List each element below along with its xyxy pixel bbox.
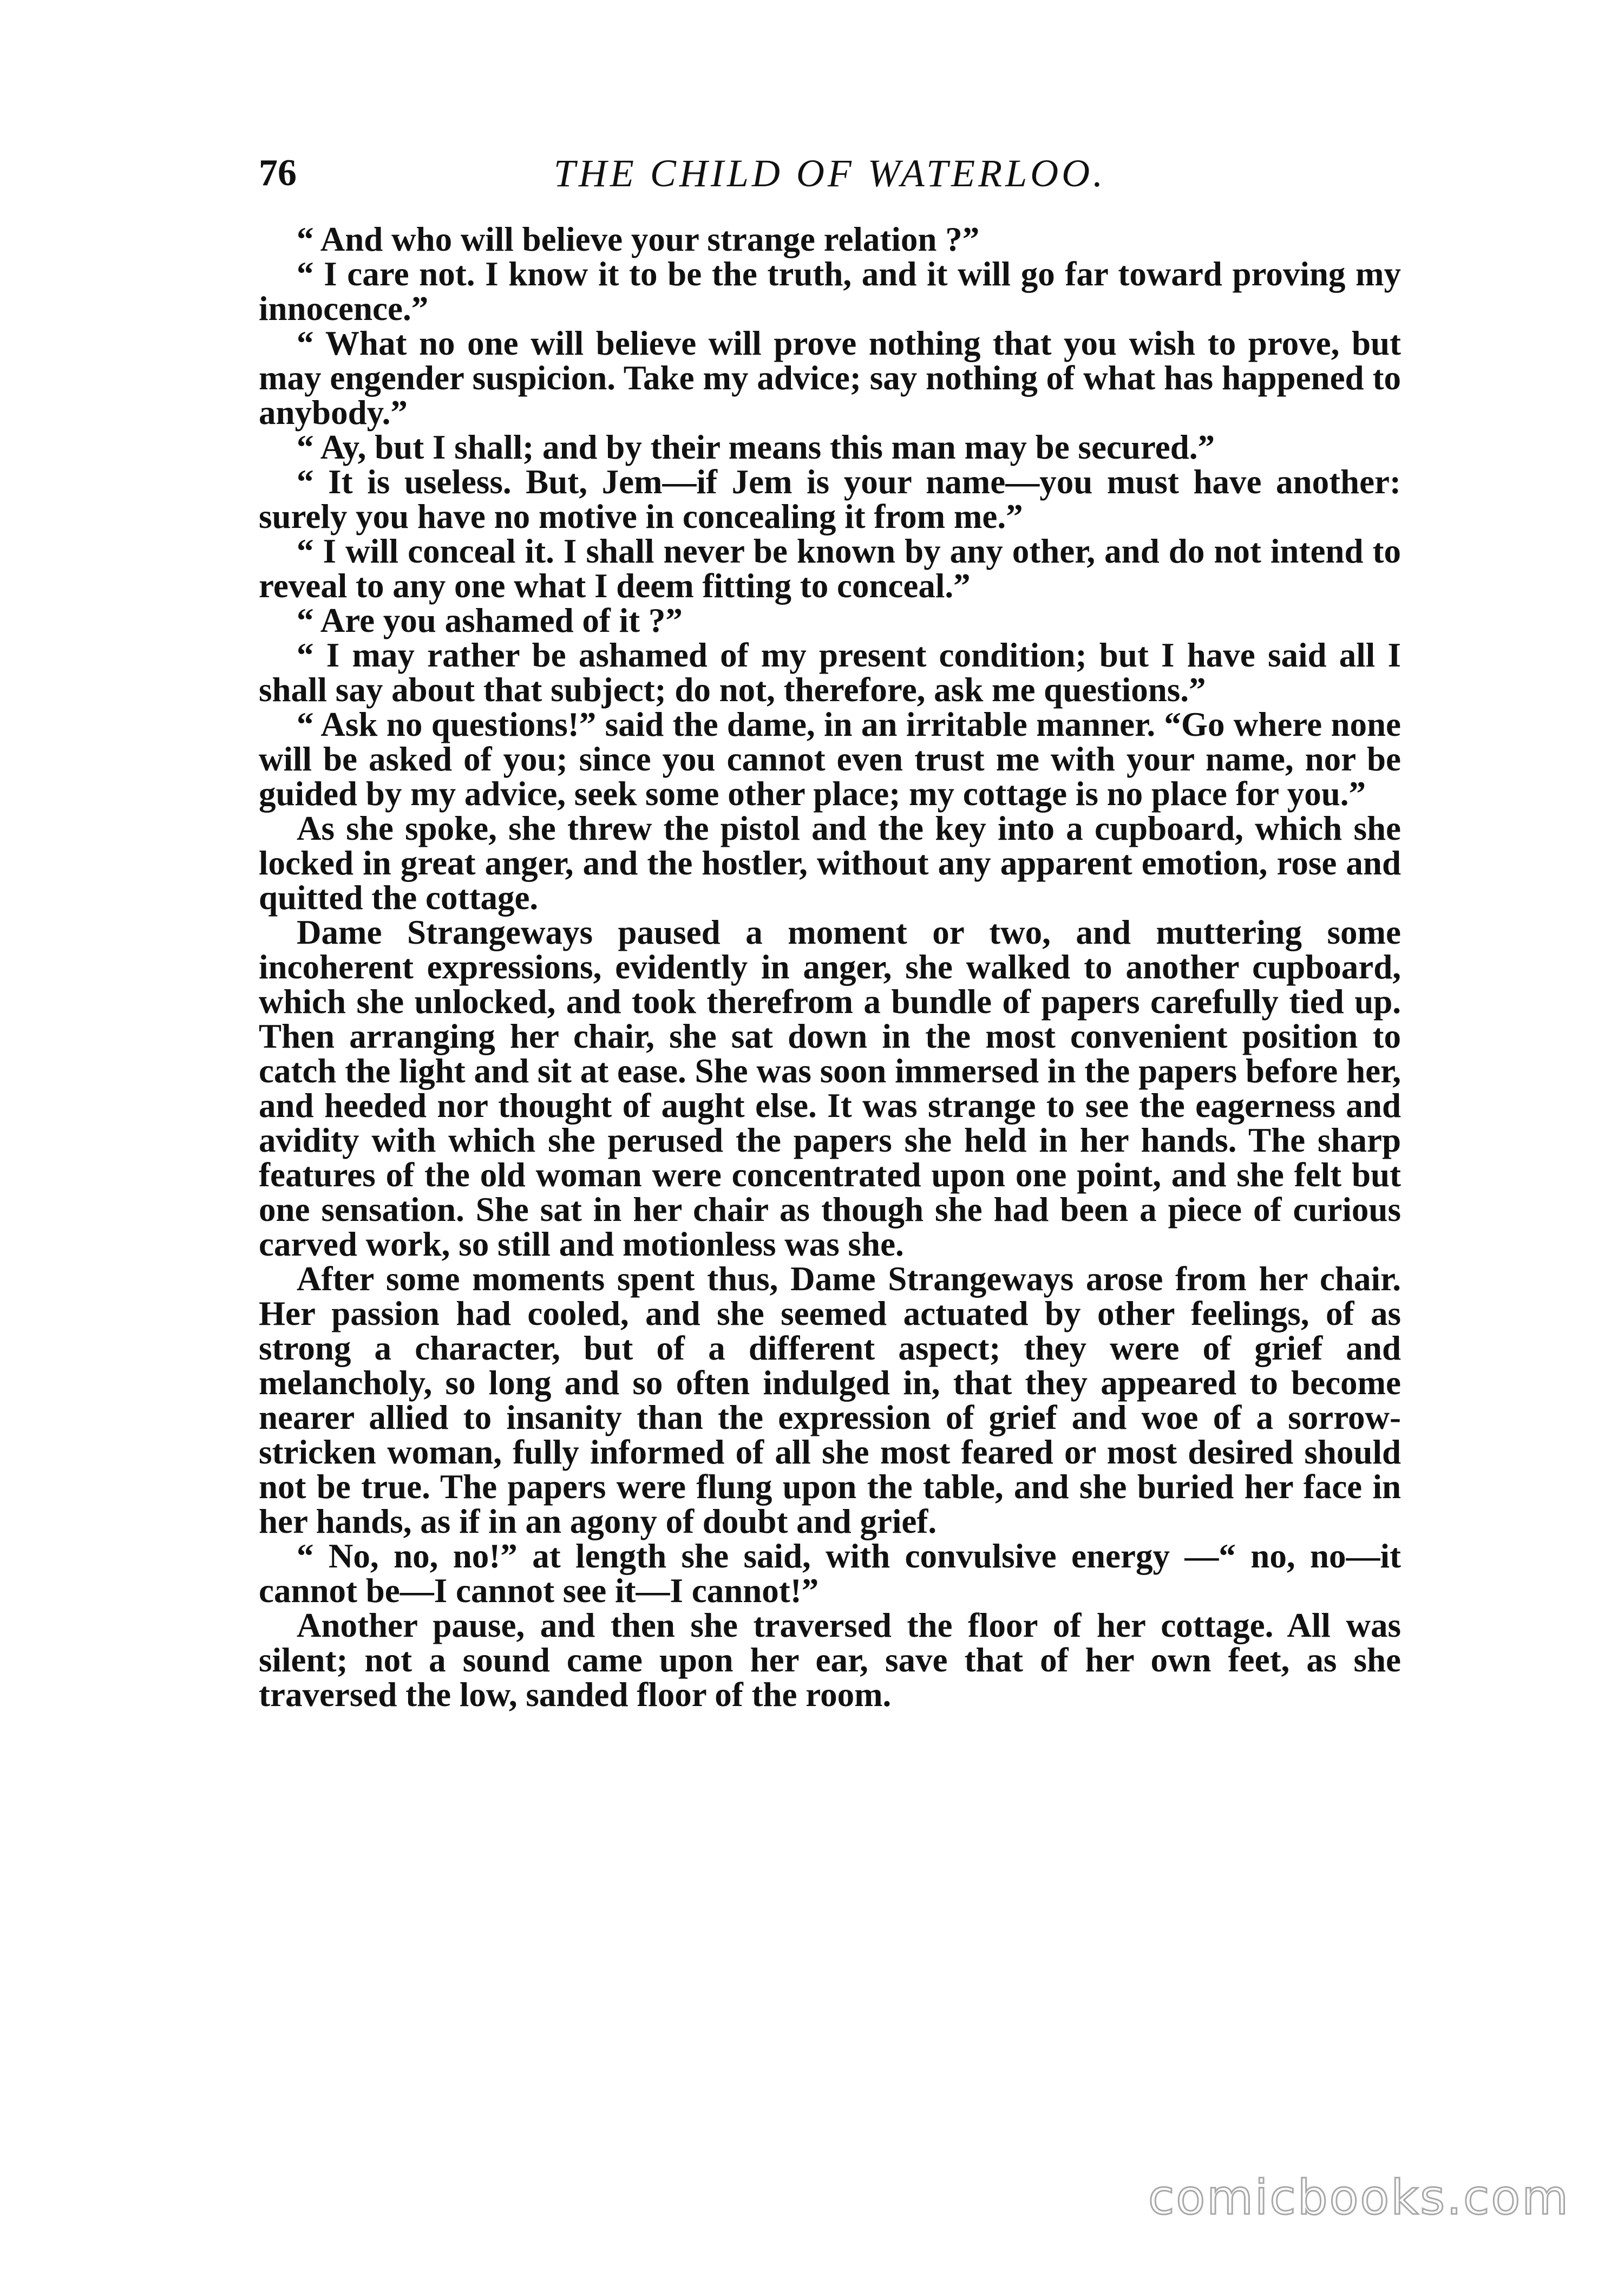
paragraph: “ Ay, but I shall; and by their means this man may be secured.”	[297, 428, 1215, 466]
paragraph: “ It is useless. But, Jem—if Jem is your name—you must have another: surely you have no motive in concealing it from me.”	[259, 463, 1401, 535]
paragraph: Dame Strangeways paused a moment or two, and muttering some incoherent expressions, evidently in anger, she walked to another cupboard, which she unlocked, and took therefrom a bundle of papers carefully tied up. Then arranging her chair, she sat down in the most convenient position to catch the light and sit at ease. She was soon immersed in the papers before her, and heeded nor thought of aught else. It was strange to see the eagerness and avidity with which she perused the papers she held in her hands. The sharp features of the old woman were concentrated upon one point, and she felt but one sensation. She sat in her chair as though she had been a piece of curious carved work, so still and motionless was she.	[259, 913, 1401, 1263]
paragraph: “ I care not. I know it to be the truth, and it will go far toward proving my innocence.”	[259, 255, 1401, 328]
paragraph: “ I will conceal it. I shall never be known by any other, and do not intend to reveal to any one what I deem fitting to conceal.”	[259, 532, 1401, 605]
paragraph: “ And who will believe your strange relation ?”	[297, 220, 980, 258]
paragraph: “ Are you ashamed of it ?”	[297, 602, 683, 639]
paragraph: “ I may rather be ashamed of my present condition; but I have said all I shall say about that subject; do not, therefore, ask me questions.”	[259, 636, 1401, 709]
page-number: 76	[259, 152, 297, 194]
running-title: THE CHILD OF WATERLOO.	[553, 152, 1106, 195]
paragraph: After some moments spent thus, Dame Strangeways arose from her chair. Her passion had cooled, and she seemed actuated by other feelings, of as strong a character, but of a different aspect; they were of grief and melancholy, so long and so often indulged in, that they appeared to become nearer allied to insanity than the expression of grief and woe of a sorrow-stricken woman, fully informed of all she most feared or most desired should not be true. The papers were flung upon the table, and she buried her face in her hands, as if in an agony of doubt and grief.	[259, 1260, 1401, 1540]
paragraph: “ Ask no questions!” said the dame, in an irritable manner. “Go where none will be asked of you; since you cannot even trust me with your name, nor be guided by my advice, seek some other place; my cottage is no place for you.”	[259, 705, 1401, 813]
running-head	[259, 146, 1401, 200]
paragraph: Another pause, and then she traversed the floor of her cottage. All was silent; not a sound came upon her ear, save that of her own feet, as she traversed the low, sanded floor of the room.	[259, 1606, 1401, 1714]
paragraph: “ No, no, no!” at length she said, with convulsive energy —“ no, no—it cannot be—I cannot see it—I cannot!”	[259, 1537, 1401, 1610]
paragraph: As she spoke, she threw the pistol and the key into a cupboard, which she locked in great anger, and the hostler, without any apparent emotion, rose and quitted the cottage.	[259, 809, 1401, 917]
paragraph: “ What no one will believe will prove nothing that you wish to prove, but may engender suspicion. Take my advice; say nothing of what has happened to anybody.”	[259, 324, 1401, 432]
body-text	[259, 222, 1401, 1712]
watermark: comicbooks.com	[1148, 2170, 1570, 2225]
